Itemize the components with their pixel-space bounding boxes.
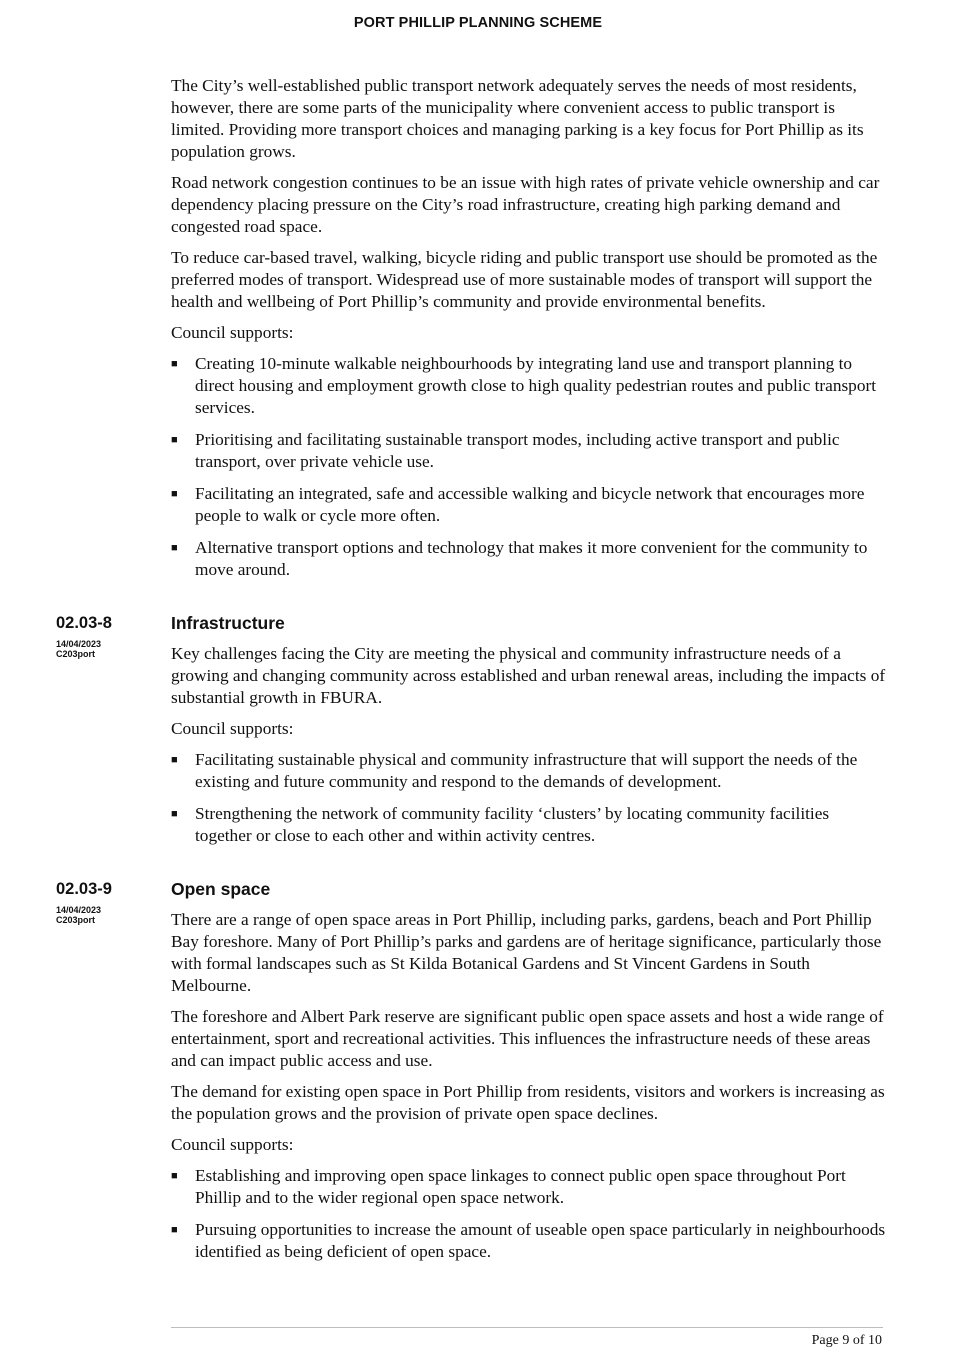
footer-divider [171, 1327, 883, 1328]
list-item: ■ Creating 10-minute walkable neighbourhoods by integrating land use and transport planning to direct housing and employment growth close to high quality pedestrian routes and public transport services. [171, 354, 877, 417]
bullet-icon: ■ [171, 1224, 178, 1236]
bullet-icon: ■ [171, 434, 178, 446]
paragraph: The foreshore and Albert Park reserve are significant public open space assets and host a wide range of entertainment, sport and recreational activities. This influences the infrastructure needs of these areas and can impact public access and use. [171, 1007, 884, 1070]
infrastructure-section [171, 612, 886, 857]
list-item: ■ Facilitating sustainable physical and community infrastructure that will support the needs of the existing and future community and respond to the demands of development. [171, 750, 858, 791]
clause-number: 02.03-8 [56, 614, 112, 632]
paragraph: Road network congestion continues to be an issue with high rates of private vehicle ownership and car dependency placing pressure on the City’s road infrastructure, creating high parking demand and congested road space. [171, 173, 880, 236]
clause-amendment: C203port [56, 915, 96, 925]
bullet-icon: ■ [171, 488, 178, 500]
council-supports-label: Council supports: [171, 719, 294, 738]
open-space-section [171, 878, 886, 1273]
council-supports-label: Council supports: [171, 1135, 294, 1154]
paragraph: Key challenges facing the City are meeting the physical and community infrastructure needs of a growing and changing community across established and urban renewal areas, including the impacts of substantial growth in FBURA. [171, 644, 886, 707]
bullet-icon: ■ [171, 808, 178, 820]
list-item: ■ Facilitating an integrated, safe and accessible walking and bicycle network that encourages more people to walk or cycle more often. [171, 484, 865, 525]
bullet-list [171, 1165, 886, 1263]
paragraph: To reduce car-based travel, walking, bicycle riding and public transport use should be promoted as the preferred modes of transport. Widespread use of more sustainable modes of transport will support the health and wellbeing of Port Phillip’s community and provide environmental benefits. [171, 248, 878, 311]
council-supports-label: Council supports: [171, 323, 294, 342]
bullet-icon: ■ [171, 1170, 178, 1182]
bullet-icon: ■ [171, 754, 178, 766]
list-item: ■ Strengthening the network of community facility ‘clusters’ by locating community facilities together or close to each other and within activity centres. [171, 804, 830, 845]
list-item: ■ Establishing and improving open space linkages to connect public open space throughout Port Phillip and to the wider regional open space network. [171, 1166, 846, 1207]
bullet-list [171, 749, 886, 847]
list-item: ■ Alternative transport options and technology that makes it more convenient for the community to move around. [171, 538, 868, 579]
clause-date: 14/04/2023 [56, 639, 102, 649]
clause-date: 14/04/2023 [56, 905, 102, 915]
bullet-icon: ■ [171, 542, 178, 554]
intro-section [171, 75, 886, 591]
section-heading: Open space [171, 879, 271, 899]
bullet-icon: ■ [171, 358, 178, 370]
bullet-list [171, 353, 886, 581]
clause-amendment: C203port [56, 649, 96, 659]
section-heading: Infrastructure [171, 613, 285, 633]
list-item: ■ Pursuing opportunities to increase the amount of useable open space particularly in neighbourhoods identified as being deficient of open space. [171, 1220, 886, 1261]
clause-number: 02.03-9 [56, 880, 112, 898]
page-number: Page 9 of 10 [811, 1333, 882, 1348]
list-item: ■ Prioritising and facilitating sustainable transport modes, including active transport and public transport, over private vehicle use. [171, 430, 840, 471]
paragraph: There are a range of open space areas in Port Phillip, including parks, gardens, beach and Port Phillip Bay foreshore. Many of Port Phillip’s parks and gardens are of heritage significance, particularly those with formal landscapes such as St Kilda Botanical Gardens and St Vincent Gardens in South Melbourne. [171, 910, 882, 995]
paragraph: The City’s well-established public transport network adequately serves the needs of most residents, however, there are some parts of the municipality where convenient access to public transport is limited. Providing more transport choices and managing parking is a key focus for Port Phillip as its population grows. [171, 76, 864, 161]
page-header-title: PORT PHILLIP PLANNING SCHEME [353, 15, 603, 31]
paragraph: The demand for existing open space in Port Phillip from residents, visitors and workers is increasing as the population grows and the provision of private open space declines. [171, 1082, 885, 1123]
